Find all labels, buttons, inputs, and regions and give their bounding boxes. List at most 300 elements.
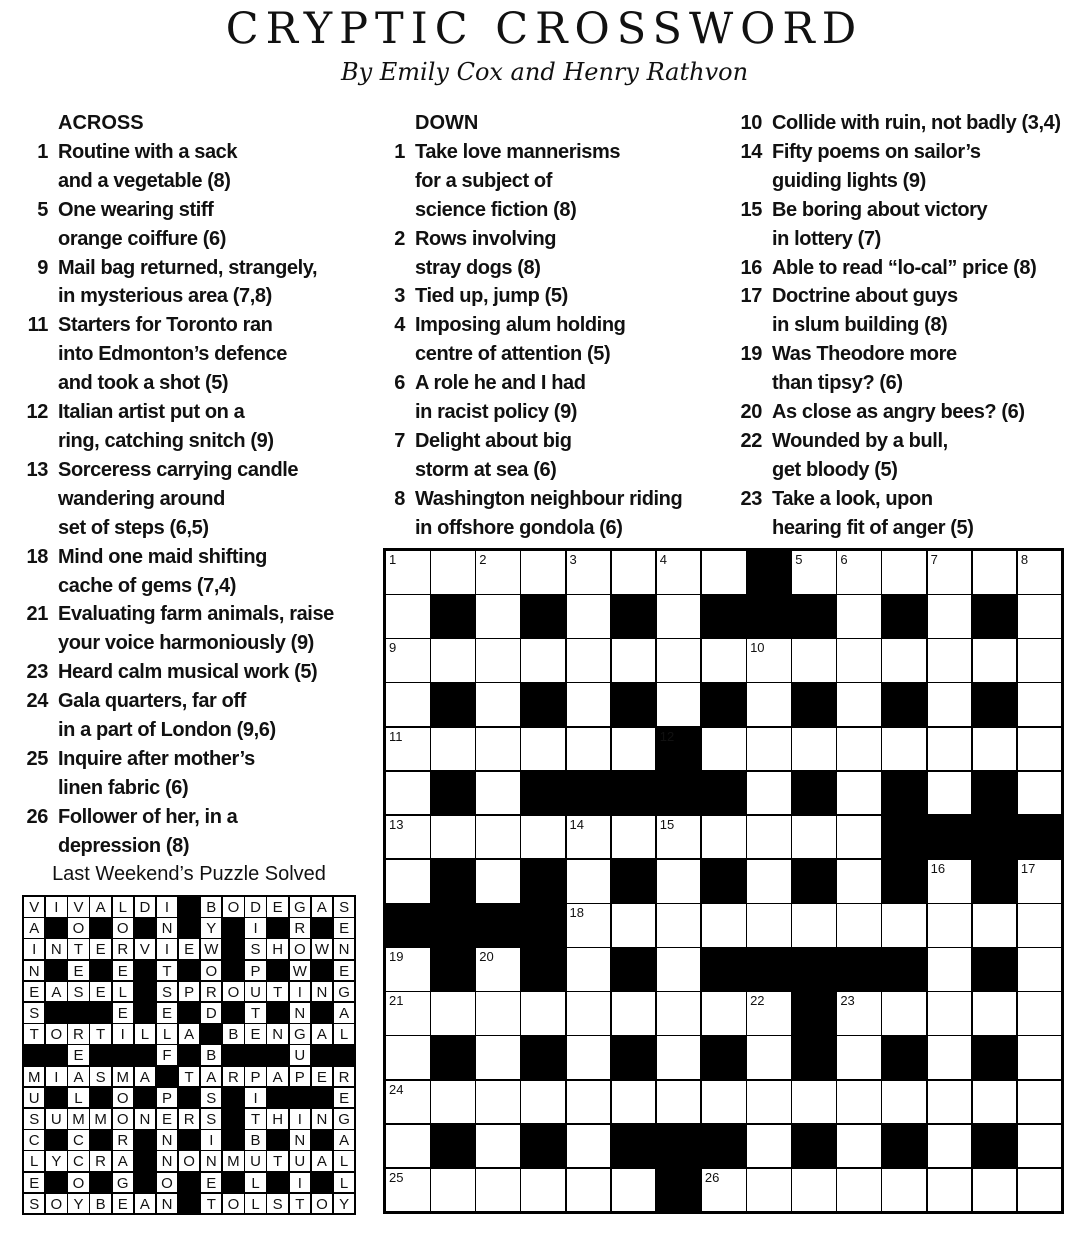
grid-cell[interactable] (566, 859, 612, 904)
grid-cell[interactable] (701, 1080, 747, 1125)
grid-cell[interactable] (836, 1035, 882, 1080)
black-square (611, 1035, 657, 1080)
grid-cell[interactable] (791, 1080, 837, 1125)
clue (381, 369, 721, 427)
grid-cell[interactable] (475, 991, 521, 1036)
grid-cell[interactable] (701, 550, 747, 595)
black-square (701, 771, 747, 816)
solution-letter: M (89, 1108, 111, 1130)
clue-number: 16 (740, 256, 762, 279)
grid-cell[interactable] (927, 771, 973, 816)
grid-cell[interactable] (611, 550, 657, 595)
solution-letter: O (67, 1172, 89, 1194)
solution-letter: O (45, 1193, 67, 1215)
grid-cell[interactable] (746, 1168, 792, 1213)
grid-cell[interactable] (1017, 1035, 1063, 1080)
grid-cell[interactable] (746, 682, 792, 727)
solution-black-square (112, 1044, 134, 1066)
grid-cell[interactable] (746, 991, 792, 1036)
grid-cell[interactable] (430, 991, 476, 1036)
grid-cell[interactable] (385, 991, 431, 1036)
grid-cell[interactable] (701, 903, 747, 948)
grid-cell[interactable] (746, 727, 792, 772)
solution-letter: Y (45, 1150, 67, 1172)
solution-letter: I (244, 1087, 266, 1109)
black-square (430, 771, 476, 816)
clue (24, 658, 364, 687)
grid-cell[interactable] (836, 550, 882, 595)
clue-text: Collide with ruin, not badly (3,4) (772, 112, 1061, 134)
grid-cell[interactable] (385, 727, 431, 772)
grid-cell[interactable] (430, 815, 476, 860)
grid-cell[interactable] (475, 771, 521, 816)
solution-letter: N (311, 981, 333, 1003)
cell-number: 9 (389, 640, 397, 656)
grid-cell[interactable] (385, 1080, 431, 1125)
grid-cell[interactable] (475, 550, 521, 595)
grid-cell[interactable] (1017, 594, 1063, 639)
solution-letter: P (178, 981, 200, 1003)
grid-cell[interactable] (972, 550, 1018, 595)
solution-letter: Y (333, 1193, 355, 1215)
solution-letter: T (156, 960, 178, 982)
grid-cell[interactable] (611, 727, 657, 772)
grid-cell[interactable] (385, 1124, 431, 1169)
solution-letter: T (289, 1193, 311, 1215)
grid-cell[interactable] (836, 1168, 882, 1213)
grid-cell[interactable] (566, 815, 612, 860)
grid-cell[interactable] (656, 682, 702, 727)
grid-cell[interactable] (701, 815, 747, 860)
grid-cell[interactable] (972, 1168, 1018, 1213)
grid-cell[interactable] (656, 550, 702, 595)
grid-cell[interactable] (520, 1080, 566, 1125)
solution-letter: E (244, 1023, 266, 1045)
grid-cell[interactable] (475, 859, 521, 904)
solution-letter: E (112, 1193, 134, 1215)
grid-cell[interactable] (927, 947, 973, 992)
black-square (430, 903, 476, 948)
clue-number: 23 (740, 487, 762, 510)
cell-number: 22 (750, 993, 765, 1009)
grid-cell[interactable] (566, 550, 612, 595)
clue (738, 282, 1083, 340)
solution-letter: S (266, 1193, 288, 1215)
grid-cell[interactable] (746, 903, 792, 948)
grid-cell[interactable] (1017, 1080, 1063, 1125)
solution-black-square (134, 1150, 156, 1172)
grid-cell[interactable] (475, 638, 521, 683)
grid-cell[interactable] (566, 991, 612, 1036)
grid-cell[interactable] (656, 991, 702, 1036)
solution-letter: G (112, 1172, 134, 1194)
grid-cell[interactable] (475, 1168, 521, 1213)
solution-letter: P (244, 960, 266, 982)
solution-letter: E (23, 1172, 45, 1194)
solution-letter: V (23, 896, 45, 918)
grid-cell[interactable] (430, 727, 476, 772)
grid-cell[interactable] (656, 594, 702, 639)
grid-cell[interactable] (430, 638, 476, 683)
grid-cell[interactable] (566, 727, 612, 772)
solution-letter: C (23, 1129, 45, 1151)
clue-text: than tipsy? (6) (772, 372, 903, 395)
grid-cell[interactable] (1017, 1124, 1063, 1169)
grid-cell[interactable] (927, 903, 973, 948)
grid-cell[interactable] (927, 682, 973, 727)
solution-letter: A (45, 981, 67, 1003)
solution-letter: L (156, 1023, 178, 1045)
grid-cell[interactable] (836, 727, 882, 772)
solution-letter: I (45, 896, 67, 918)
grid-cell[interactable] (836, 682, 882, 727)
grid-cell[interactable] (746, 1035, 792, 1080)
solution-letter: B (200, 896, 222, 918)
black-square (520, 682, 566, 727)
black-square (701, 1124, 747, 1169)
grid-cell[interactable] (566, 1124, 612, 1169)
solution-letter: S (200, 1087, 222, 1109)
grid-cell[interactable] (881, 991, 927, 1036)
black-square (430, 594, 476, 639)
black-square (972, 1124, 1018, 1169)
grid-cell[interactable] (1017, 550, 1063, 595)
clue (381, 138, 721, 225)
solution-letter: M (67, 1108, 89, 1130)
black-square (701, 1035, 747, 1080)
clue-text: stray dogs (8) (415, 256, 541, 279)
grid-cell[interactable] (972, 903, 1018, 948)
solution-letter: S (200, 1108, 222, 1130)
cell-number: 3 (569, 552, 577, 567)
grid-cell[interactable] (927, 1080, 973, 1125)
grid-cell[interactable] (1017, 991, 1063, 1036)
clue-text: in slum building (8) (772, 314, 948, 337)
solution-letter: O (112, 1108, 134, 1130)
grid-cell[interactable] (927, 1124, 973, 1169)
solution-letter: P (244, 1066, 266, 1088)
solution-black-square (178, 1193, 200, 1215)
cell-number: 5 (795, 552, 803, 567)
clue-text: Washington neighbour riding (415, 487, 683, 510)
grid-cell[interactable] (385, 947, 431, 992)
grid-cell[interactable] (927, 638, 973, 683)
solution-letter: B (89, 1193, 111, 1215)
solution-black-square (45, 1002, 67, 1024)
grid-cell[interactable] (656, 638, 702, 683)
clue (24, 138, 364, 196)
grid-cell[interactable] (972, 1080, 1018, 1125)
black-square (746, 594, 792, 639)
solution-letter: I (244, 917, 266, 939)
grid-cell[interactable] (836, 991, 882, 1036)
grid-cell[interactable] (611, 903, 657, 948)
clue-text: Take love mannerisms (415, 140, 621, 163)
clue-text: Imposing alum holding (415, 314, 626, 337)
grid-cell[interactable] (972, 991, 1018, 1036)
black-square (746, 550, 792, 595)
grid-cell[interactable] (927, 594, 973, 639)
solution-letter: E (67, 1044, 89, 1066)
solution-letter: A (333, 1129, 355, 1151)
grid-cell[interactable] (1017, 682, 1063, 727)
grid-cell[interactable] (1017, 947, 1063, 992)
clue-text: Heard calm musical work (5) (58, 661, 318, 684)
grid-cell[interactable] (385, 1168, 431, 1213)
clue-number: 3 (394, 285, 405, 308)
grid-cell[interactable] (656, 1080, 702, 1125)
grid-cell[interactable] (566, 594, 612, 639)
grid-cell[interactable] (881, 903, 927, 948)
grid-cell[interactable] (385, 638, 431, 683)
grid-cell[interactable] (836, 903, 882, 948)
grid-cell[interactable] (656, 947, 702, 992)
grid-cell[interactable] (746, 638, 792, 683)
grid-cell[interactable] (746, 771, 792, 816)
black-square (520, 903, 566, 948)
grid-cell[interactable] (881, 1080, 927, 1125)
grid-cell[interactable] (791, 815, 837, 860)
grid-cell[interactable] (791, 727, 837, 772)
grid-cell[interactable] (656, 815, 702, 860)
clue-number: 2 (394, 227, 405, 250)
grid-cell[interactable] (385, 1035, 431, 1080)
solution-letter: D (244, 896, 266, 918)
grid-cell[interactable] (520, 638, 566, 683)
grid-cell[interactable] (1017, 903, 1063, 948)
grid-cell[interactable] (475, 1080, 521, 1125)
clue-text: orange coiffure (6) (58, 227, 226, 250)
grid-cell[interactable] (566, 1168, 612, 1213)
grid-cell[interactable] (385, 815, 431, 860)
across-heading: ACROSS (58, 112, 144, 134)
grid-cell[interactable] (566, 947, 612, 992)
solution-letter: M (222, 1150, 244, 1172)
black-square (701, 594, 747, 639)
solution-letter: C (67, 1150, 89, 1172)
grid-cell[interactable] (656, 903, 702, 948)
grid-cell[interactable] (385, 859, 431, 904)
black-square (881, 594, 927, 639)
grid-cell[interactable] (881, 550, 927, 595)
solution-letter: B (200, 1044, 222, 1066)
grid-cell[interactable] (1017, 1168, 1063, 1213)
grid-cell[interactable] (1017, 638, 1063, 683)
solution-letter: V (134, 938, 156, 960)
solution-letter: G (333, 1108, 355, 1130)
solution-letter: T (266, 1150, 288, 1172)
grid-cell[interactable] (927, 991, 973, 1036)
solution-letter: I (112, 1023, 134, 1045)
solution-letter: T (23, 1023, 45, 1045)
clue-text: set of steps (6,5) (58, 516, 209, 539)
clue-number: 10 (740, 112, 762, 134)
black-square (791, 1124, 837, 1169)
grid-cell[interactable] (430, 1168, 476, 1213)
grid-cell[interactable] (475, 947, 521, 992)
clue (24, 803, 364, 861)
solution-black-square (45, 1087, 67, 1109)
clue-text: A role he and I had (415, 372, 586, 395)
grid-cell[interactable] (430, 550, 476, 595)
clue-number: 25 (26, 747, 48, 770)
clue-text: in a part of London (9,6) (58, 719, 276, 742)
clue-number: 20 (740, 401, 762, 424)
grid-cell[interactable] (385, 550, 431, 595)
grid-cell[interactable] (520, 815, 566, 860)
grid-cell[interactable] (475, 727, 521, 772)
grid-cell[interactable] (836, 1080, 882, 1125)
clue-number: 4 (394, 314, 405, 337)
solution-black-square (311, 1044, 333, 1066)
black-square (881, 682, 927, 727)
byline: By Emily Cox and Henry Rathvon (340, 58, 749, 86)
grid-cell[interactable] (611, 1080, 657, 1125)
grid-cell[interactable] (972, 638, 1018, 683)
clue-number: 18 (26, 545, 48, 568)
clue-number: 19 (740, 343, 762, 366)
black-square (656, 1168, 702, 1213)
clue-number: 23 (26, 661, 48, 684)
grid-cell[interactable] (430, 1080, 476, 1125)
grid-cell[interactable] (520, 727, 566, 772)
grid-cell[interactable] (701, 991, 747, 1036)
grid-cell[interactable] (927, 727, 973, 772)
grid-cell[interactable] (972, 727, 1018, 772)
black-square (520, 859, 566, 904)
grid-cell[interactable] (475, 815, 521, 860)
clue-number: 15 (740, 198, 762, 221)
grid-cell[interactable] (836, 1124, 882, 1169)
clue-number: 17 (740, 285, 762, 308)
clue-text: in offshore gondola (6) (415, 516, 623, 539)
clue-number: 6 (394, 372, 405, 395)
grid-cell[interactable] (927, 1035, 973, 1080)
grid-cell[interactable] (1017, 771, 1063, 816)
grid-cell[interactable] (566, 1035, 612, 1080)
solution-black-square (45, 1044, 67, 1066)
cell-number: 11 (389, 728, 403, 744)
grid-cell[interactable] (791, 903, 837, 948)
grid-cell[interactable] (881, 638, 927, 683)
solution-letter: R (89, 1150, 111, 1172)
grid-cell[interactable] (520, 550, 566, 595)
black-square (385, 903, 431, 948)
grid-cell[interactable] (836, 771, 882, 816)
grid-cell[interactable] (566, 682, 612, 727)
grid-cell[interactable] (1017, 859, 1063, 904)
clue-text: and a vegetable (8) (58, 169, 231, 192)
grid-cell[interactable] (927, 1168, 973, 1213)
black-square (927, 815, 973, 860)
clue-number: 21 (26, 603, 48, 626)
grid-cell[interactable] (746, 859, 792, 904)
grid-cell[interactable] (566, 903, 612, 948)
grid-cell[interactable] (927, 859, 973, 904)
clue-text: for a subject of (415, 169, 552, 192)
grid-cell[interactable] (701, 638, 747, 683)
grid-cell[interactable] (836, 815, 882, 860)
grid-cell[interactable] (1017, 727, 1063, 772)
clue (738, 138, 1083, 196)
solution-letter: E (333, 960, 355, 982)
grid-cell[interactable] (475, 1124, 521, 1169)
black-square (611, 1124, 657, 1169)
grid-cell[interactable] (836, 594, 882, 639)
solution-letter: L (134, 1023, 156, 1045)
solution-letter: R (222, 1066, 244, 1088)
black-square (881, 815, 927, 860)
black-square (520, 1124, 566, 1169)
solution-black-square (266, 960, 288, 982)
grid-cell[interactable] (520, 1168, 566, 1213)
grid-cell[interactable] (836, 859, 882, 904)
grid-cell[interactable] (385, 682, 431, 727)
cell-number: 15 (659, 816, 675, 832)
solution-black-square (289, 1087, 311, 1109)
grid-cell[interactable] (611, 815, 657, 860)
grid-cell[interactable] (927, 550, 973, 595)
black-square (656, 727, 702, 772)
grid-cell[interactable] (656, 1035, 702, 1080)
clue (24, 600, 364, 658)
grid-cell[interactable] (746, 1080, 792, 1125)
solution-letter: S (67, 981, 89, 1003)
grid-cell[interactable] (881, 1168, 927, 1213)
black-square (972, 947, 1018, 992)
grid-cell[interactable] (475, 682, 521, 727)
grid-cell[interactable] (701, 1168, 747, 1213)
clue-number: 14 (740, 140, 762, 163)
black-square (881, 947, 927, 992)
clue-text: Tied up, jump (5) (415, 285, 568, 308)
grid-cell[interactable] (475, 594, 521, 639)
cell-number: 10 (750, 640, 765, 656)
grid-cell[interactable] (701, 727, 747, 772)
down-clues-continued (738, 109, 1083, 543)
grid-cell[interactable] (475, 1035, 521, 1080)
grid-cell[interactable] (791, 1168, 837, 1213)
grid-cell[interactable] (791, 638, 837, 683)
grid-cell[interactable] (566, 1080, 612, 1125)
solution-letter: S (23, 1193, 45, 1215)
clue (24, 196, 364, 254)
grid-cell[interactable] (656, 859, 702, 904)
solution-letter: I (45, 1066, 67, 1088)
grid-cell[interactable] (836, 638, 882, 683)
solution-letter: O (112, 917, 134, 939)
grid-cell[interactable] (385, 771, 431, 816)
cell-number: 20 (479, 949, 494, 965)
grid-cell[interactable] (566, 638, 612, 683)
solution-letter: A (311, 1150, 333, 1172)
solution-black-square (178, 917, 200, 939)
solution-letter: N (156, 1193, 178, 1215)
clue-text: Rows involving (415, 227, 557, 250)
grid-cell[interactable] (611, 638, 657, 683)
grid-cell[interactable] (611, 1168, 657, 1213)
grid-cell[interactable] (611, 991, 657, 1036)
grid-cell[interactable] (520, 991, 566, 1036)
grid-cell[interactable] (881, 727, 927, 772)
cell-number: 4 (659, 552, 668, 567)
grid-cell[interactable] (746, 815, 792, 860)
solution-letter: T (244, 1002, 266, 1024)
grid-cell[interactable] (385, 594, 431, 639)
solution-letter: L (333, 1172, 355, 1194)
grid-cell[interactable] (791, 550, 837, 595)
grid-cell[interactable] (746, 1124, 792, 1169)
